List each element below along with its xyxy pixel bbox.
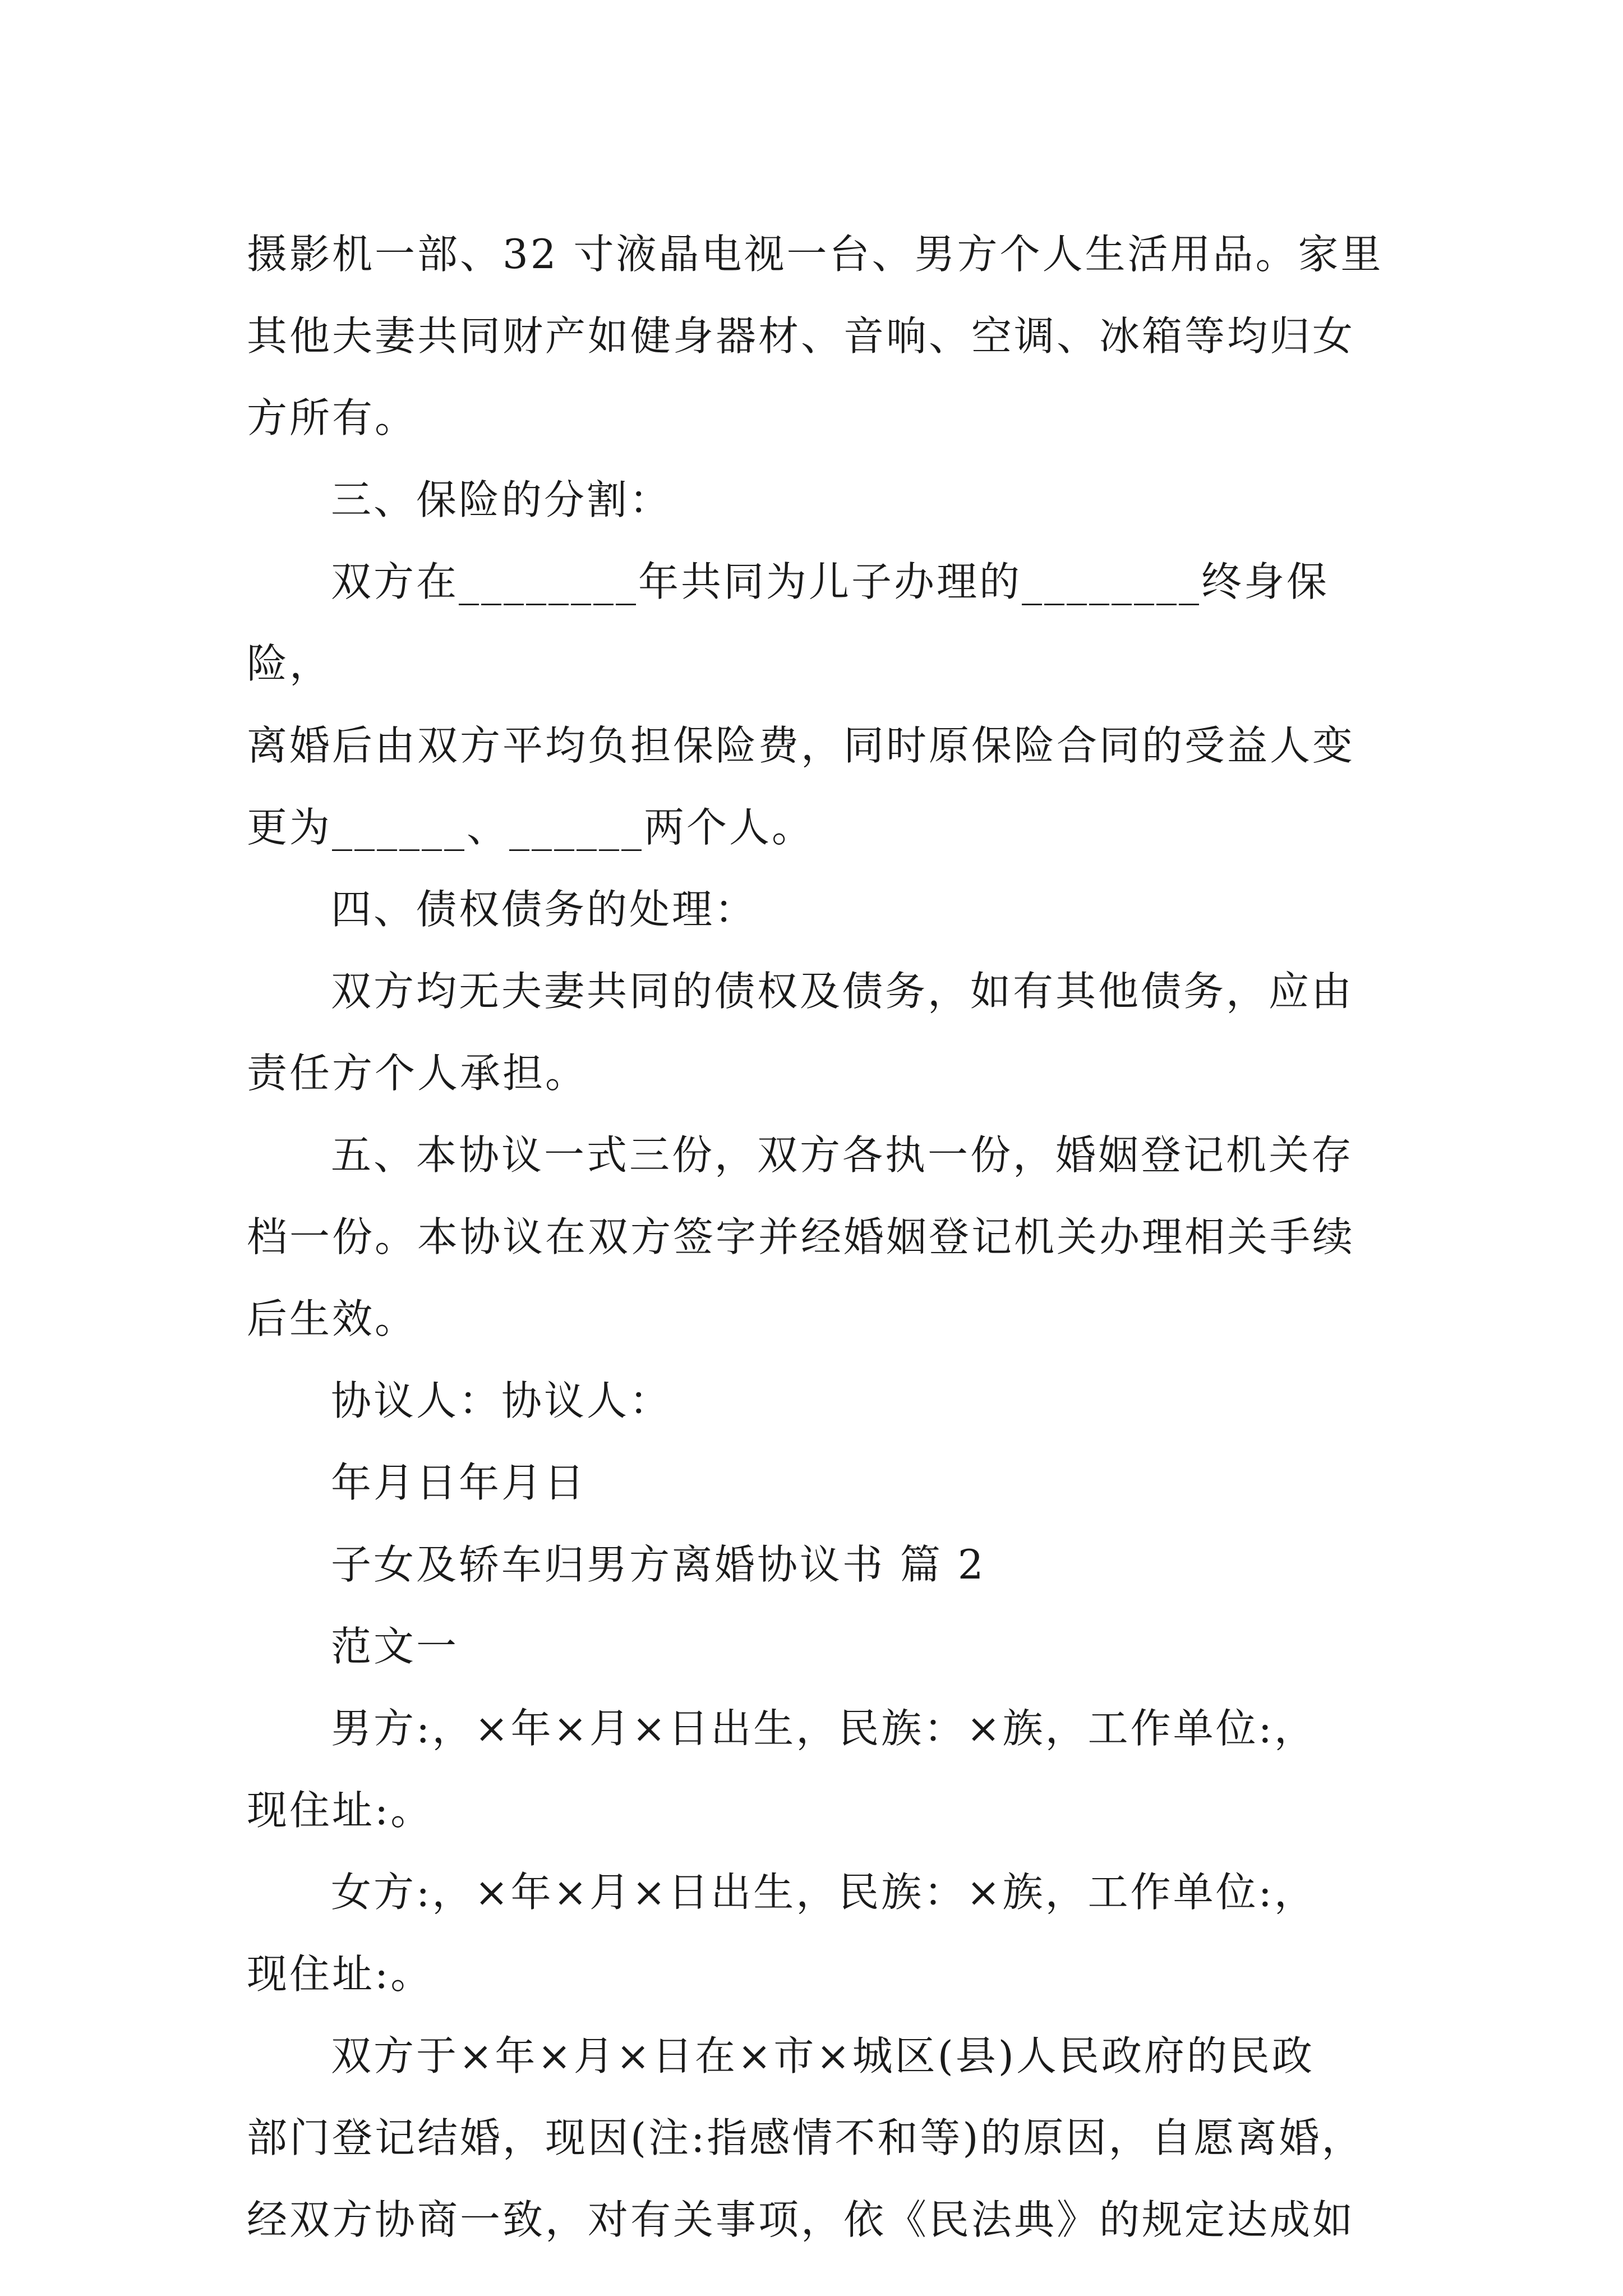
text-line: 经双方协商一致，对有关事项，依《民法典》的规定达成如 bbox=[247, 2196, 1355, 2243]
date-line: 年月日年月日 bbox=[331, 1459, 587, 1506]
text-line: 摄影机一部、32 寸液晶电视一台、男方个人生活用品。家里 bbox=[247, 231, 1384, 278]
text-line: 部门登记结婚，现因(注:指感情不和等)的原因，自愿离婚， bbox=[247, 2114, 1364, 2161]
text-line: 双方均无夫妻共同的债权及债务，如有其他债务，应由 bbox=[331, 968, 1354, 1015]
text-line: 档一份。本协议在双方签字并经婚姻登记机关办理相关手续 bbox=[247, 1213, 1355, 1260]
text-line: 五、本协议一式三份，双方各执一份，婚姻登记机关存 bbox=[331, 1131, 1354, 1179]
text-line: 男方:，×年×月×日出生，民族：×族，工作单位:， bbox=[331, 1705, 1317, 1752]
text-line: 责任方个人承担。 bbox=[247, 1050, 588, 1097]
article-title: 子女及轿车归男方离婚协议书 篇 2 bbox=[331, 1541, 986, 1588]
text-line: 双方在________年共同为儿子办理的________终身保险， bbox=[247, 558, 1330, 687]
text-line: 女方:，×年×月×日出生，民族：×族，工作单位:， bbox=[331, 1869, 1317, 1916]
text-line: 方所有。 bbox=[247, 394, 418, 441]
text-line: 现住址:。 bbox=[247, 1950, 434, 1998]
section-heading-debts: 四、债权债务的处理： bbox=[331, 886, 758, 933]
text-line: 现住址:。 bbox=[247, 1787, 434, 1834]
section-heading-insurance: 三、保险的分割： bbox=[331, 476, 672, 523]
sample-heading: 范文一 bbox=[331, 1623, 459, 1670]
signature-line: 协议人：协议人： bbox=[331, 1377, 672, 1424]
text-line: 后生效。 bbox=[247, 1295, 418, 1342]
text-line: 双方于×年×月×日在×市×城区(县)人民政府的民政 bbox=[331, 2032, 1315, 2079]
text-line: 离婚后由双方平均负担保险费，同时原保险合同的受益人变 bbox=[247, 722, 1355, 769]
document-body bbox=[247, 213, 1391, 2261]
text-line: 其他夫妻共同财产如健身器材、音响、空调、冰箱等均归女 bbox=[247, 312, 1355, 360]
text-line: 更为______、______两个人。 bbox=[247, 804, 815, 851]
